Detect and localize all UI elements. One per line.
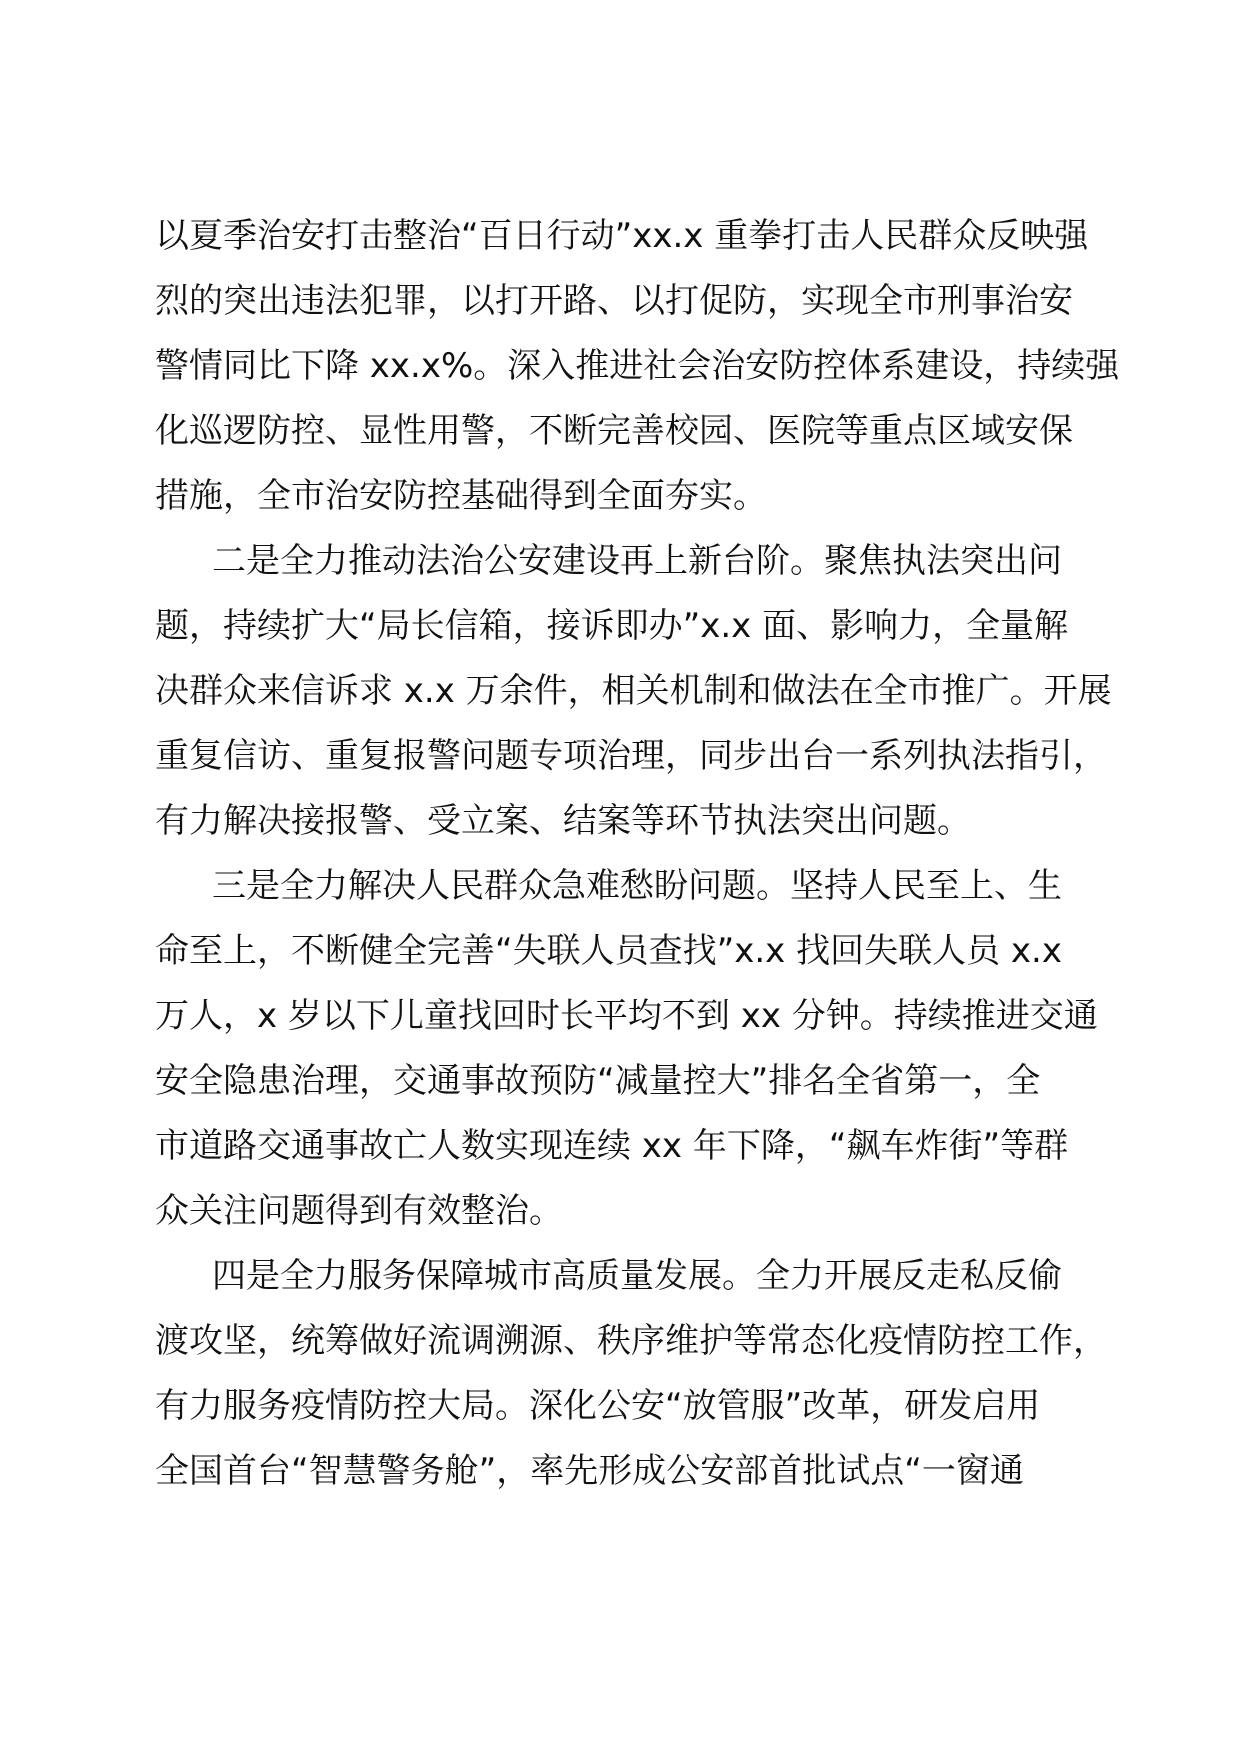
text-line: 措施，全市治安防控基础得到全面夯实。 xyxy=(155,476,767,516)
text-line: 市道路交通事故亡人数实现连续 xx 年下降，“飙车炸街”等群 xyxy=(155,1126,1069,1166)
paragraph xyxy=(155,863,1115,1234)
text-line: 三是全力解决人民群众急难愁盼问题。坚持人民至上、生 xyxy=(212,866,1062,906)
text-line: 警情同比下降 xx.x%。深入推进社会治安防控体系建设，持续强 xyxy=(155,346,1120,386)
paragraph xyxy=(155,213,1120,519)
document-body xyxy=(155,213,1120,1494)
text-line: 全国首台“智慧警务舱”，率先形成公安部首批试点“一窗通 xyxy=(155,1451,1024,1491)
text-line: 万人，x 岁以下儿童找回时长平均不到 xx 分钟。持续推进交通 xyxy=(155,996,1098,1036)
text-line: 众关注问题得到有效整治。 xyxy=(155,1191,563,1231)
paragraph xyxy=(155,1253,1115,1494)
text-line: 四是全力服务保障城市高质量发展。全力开展反走私反偷 xyxy=(212,1256,1062,1296)
text-line: 决群众来信诉求 x.x 万余件，相关机制和做法在全市推广。开展 xyxy=(155,671,1112,711)
paragraph xyxy=(155,538,1115,844)
text-line: 以夏季治安打击整治“百日行动”xx.x 重拳打击人民群众反映强 xyxy=(155,216,1089,256)
text-line: 题，持续扩大“局长信箱，接诉即办”x.x 面、影响力，全量解 xyxy=(155,606,1069,646)
text-line: 二是全力推动法治公安建设再上新台阶。聚焦执法突出问 xyxy=(212,541,1062,581)
text-line: 安全隐患治理，交通事故预防“减量控大”排名全省第一，全 xyxy=(155,1061,1041,1101)
text-line: 有力解决接报警、受立案、结案等环节执法突出问题。 xyxy=(155,801,971,841)
text-line: 渡攻坚，统筹做好流调溯源、秩序维护等常态化疫情防控工作， xyxy=(155,1321,1107,1361)
text-line: 重复信访、重复报警问题专项治理，同步出台一系列执法指引， xyxy=(155,736,1107,776)
text-line: 烈的突出违法犯罪，以打开路、以打促防，实现全市刑事治安 xyxy=(155,281,1073,321)
text-line: 化巡逻防控、显性用警，不断完善校园、医院等重点区域安保 xyxy=(155,411,1073,451)
text-line: 命至上，不断健全完善“失联人员查找”x.x 找回失联人员 x.x xyxy=(155,931,1062,971)
text-line: 有力服务疫情防控大局。深化公安“放管服”改革，研发启用 xyxy=(155,1386,1041,1426)
